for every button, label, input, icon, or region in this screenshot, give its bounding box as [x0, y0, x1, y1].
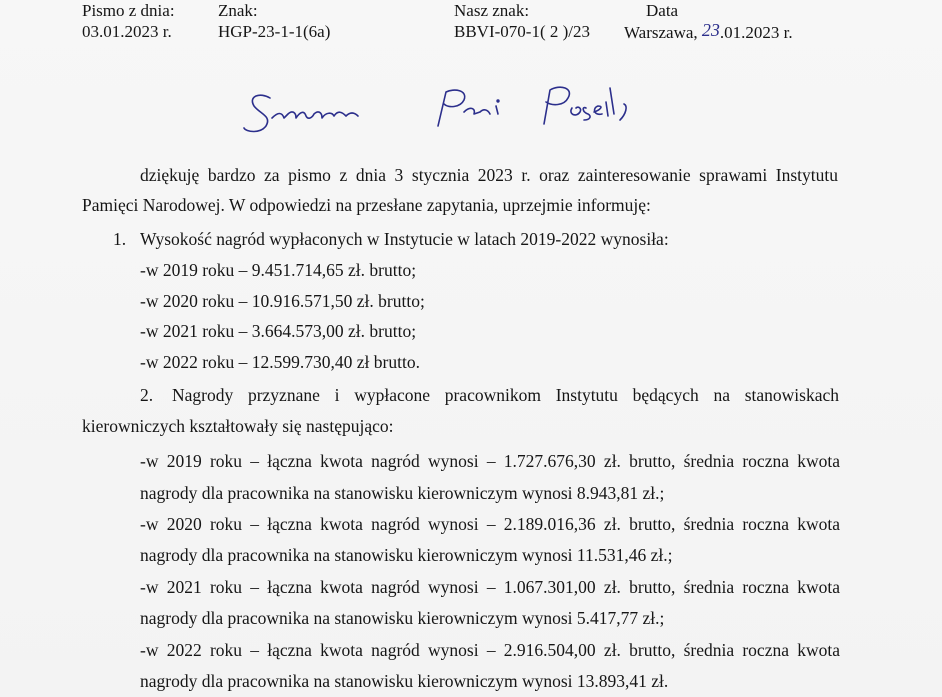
p1-item-2020: -w 2020 roku – 10.916.571,50 zł. brutto;	[140, 291, 425, 311]
p1-item-2022: -w 2022 roku – 12.599.730,40 zł brutto.	[140, 352, 420, 372]
point-2-line-1: Nagrody przyznane i wypłacone pracownikom Instytutu będących na stanowiskach	[172, 385, 839, 405]
p1-item-2021: -w 2021 roku – 3.664.573,00 zł. brutto;	[140, 321, 417, 341]
p2-item-2021-line-1: -w 2021 roku – łączna kwota nagród wynosi – 1.067.301,00 zł. brutto, średnia roczna kwota	[140, 577, 840, 597]
nasz-znak-label: Nasz znak:	[454, 1, 530, 20]
handwritten-salutation	[242, 78, 652, 148]
intro-line-1: dziękuję bardzo za pismo z dnia 3 stycznia 2023 r. oraz zainteresowanie sprawami Instytutu	[140, 165, 838, 185]
point-1-number: 1.	[113, 229, 127, 249]
znak-label: Znak:	[218, 1, 258, 20]
nasz-znak-value: BBVI-070-1( 2 )/23	[454, 22, 590, 41]
data-label: Data	[646, 1, 679, 20]
pismo-label: Pismo z dnia:	[82, 1, 175, 20]
p2-item-2021-line-2: nagrody dla pracownika na stanowisku kierowniczym wynosi 5.417,77 zł.;	[140, 608, 665, 628]
data-value	[624, 20, 793, 42]
intro-line-2: Pamięci Narodowej. W odpowiedzi na przesłane zapytania, uprzejmie informuję:	[82, 195, 651, 215]
p2-item-2019-line-1: -w 2019 roku – łączna kwota nagród wynosi – 1.727.676,30 zł. brutto, średnia roczna kwota	[140, 451, 840, 471]
data-prefix: Warszawa,	[624, 23, 698, 42]
p1-item-2019: -w 2019 roku – 9.451.714,65 zł. brutto;	[140, 260, 417, 280]
point-1-text: Wysokość nagród wypłaconych w Instytucie w latach 2019-2022 wynosiła:	[140, 229, 669, 249]
p2-item-2020-line-2: nagrody dla pracownika na stanowisku kierowniczym wynosi 11.531,46 zł.;	[140, 545, 673, 565]
data-suffix: .01.2023 r.	[719, 23, 793, 42]
pismo-value: 03.01.2023 r.	[82, 22, 172, 41]
p2-item-2020-line-1: -w 2020 roku – łączna kwota nagród wynosi – 2.189.016,36 zł. brutto, średnia roczna kwota	[140, 514, 840, 534]
znak-value: HGP-23-1-1(6a)	[218, 22, 331, 41]
point-2-number: 2.	[140, 385, 154, 405]
data-day-handwritten: 23	[701, 20, 720, 40]
p2-item-2022-line-2: nagrody dla pracownika na stanowisku kierowniczym wynosi 13.893,41 zł.	[140, 671, 669, 691]
point-2-line-2: kierowniczych kształtowały się następująco:	[82, 416, 394, 436]
p2-item-2022-line-1: -w 2022 roku – łączna kwota nagród wynosi – 2.916.504,00 zł. brutto, średnia roczna kwota	[140, 640, 840, 660]
p2-item-2019-line-2: nagrody dla pracownika na stanowisku kierowniczym wynosi 8.943,81 zł.;	[140, 483, 665, 503]
